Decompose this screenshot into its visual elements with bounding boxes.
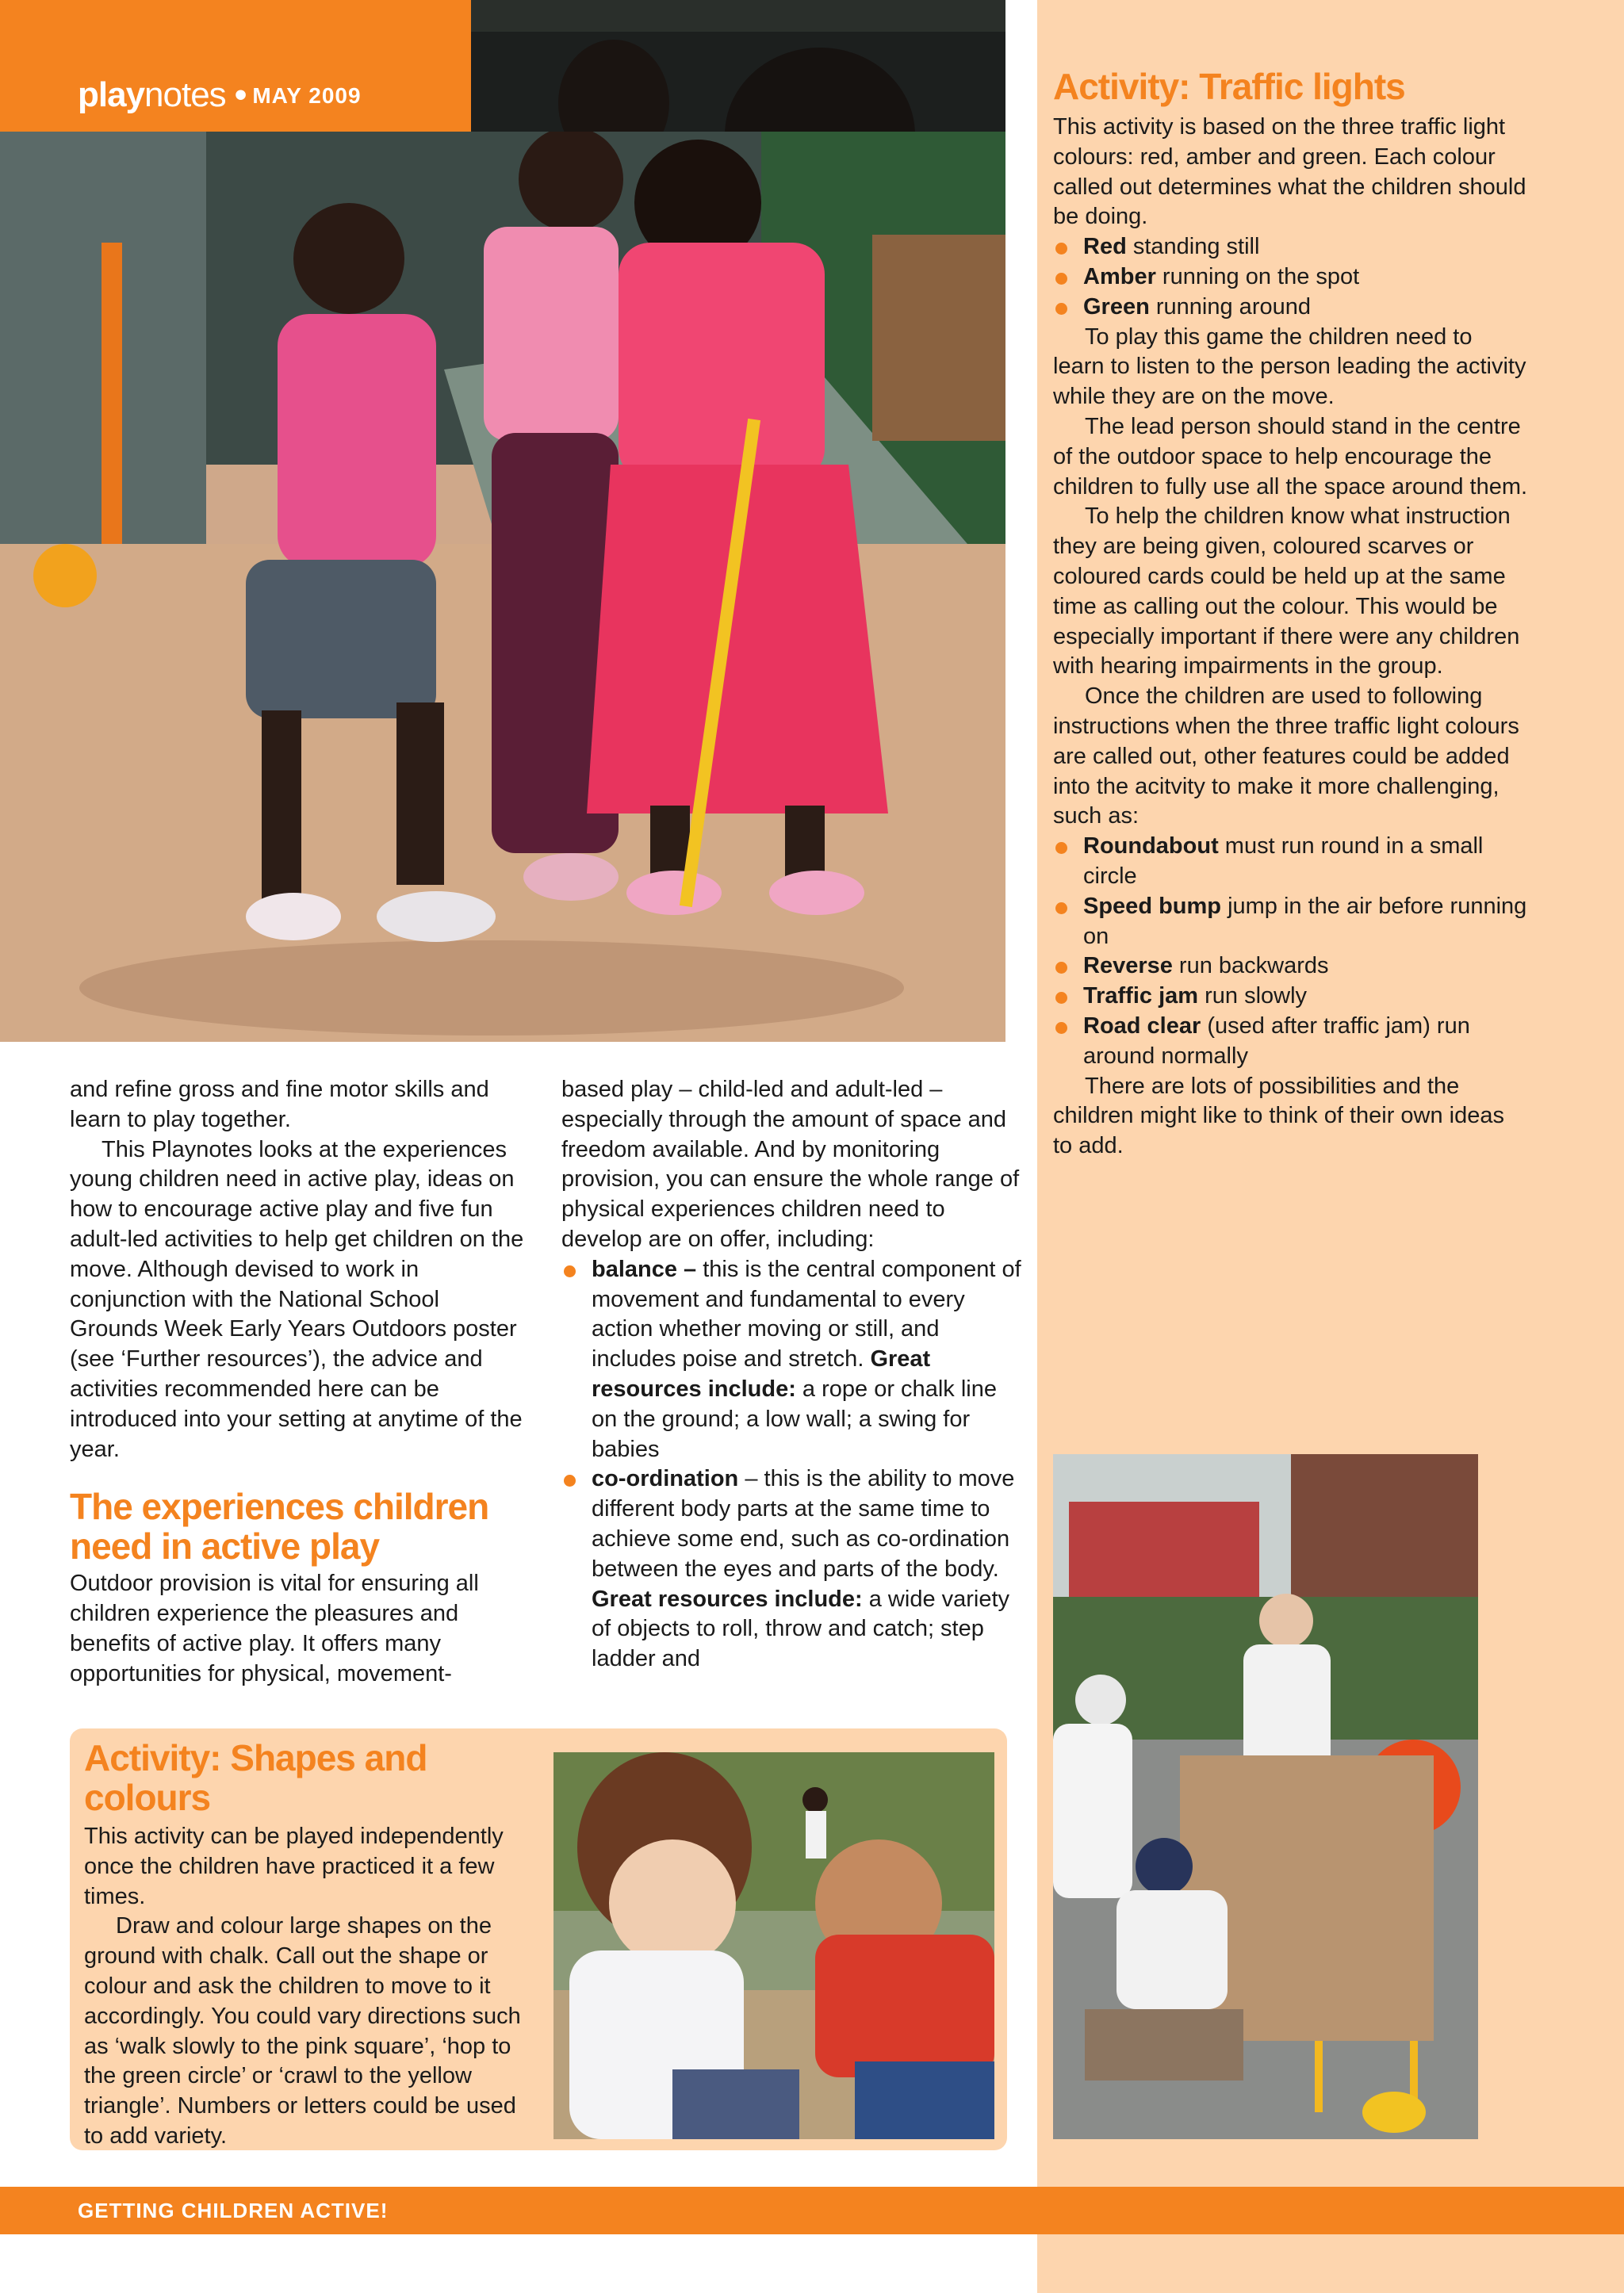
balance-term: balance – <box>592 1256 697 1282</box>
feature-item-reverse: Reverse run backwards <box>1053 951 1529 982</box>
feature-item-road-clear: Road clear (used after traffic jam) run around normally <box>1053 1012 1529 1072</box>
traffic-paragraph: To play this game the children need to learn to listen to the person leading the activity while they are on the move. <box>1053 323 1526 410</box>
traffic-paragraph: The lead person should stand in the centre of the outdoor space to help encourage the children to fully use all the space around them. <box>1053 413 1528 500</box>
brand-play: play <box>78 75 145 114</box>
colour-item-green: Green running around <box>1053 293 1529 323</box>
traffic-paragraph: Once the children are used to following instructions when the three traffic light colours are called out, other features could be added into the acitvity to make it more challenging, such as: <box>1053 683 1519 829</box>
shapes-activity-text <box>84 1738 536 2152</box>
children-walking-photo-top <box>471 0 1005 132</box>
play-paragraph: based play – child-led and adult-led – especially through the amount of space and freedom available. And by monitoring provision, you can ensure the whole range of physical experiences children need to develop are on offer, including: <box>561 1077 1020 1252</box>
footer-label: GETTING CHILDREN ACTIVE! <box>78 2199 389 2222</box>
coordination-list-item: co-ordination – this is the ability to move different body parts at the same time to achieve some end, such as co-ordination between the eyes and parts of the body. Great resources include: a wide variety of objects to roll, throw and catch; step ladder and <box>561 1464 1021 1675</box>
section-heading: The experiences children need in active play <box>70 1486 489 1568</box>
shapes-heading: Activity: Shapes and colours <box>84 1737 427 1818</box>
shapes-paragraph: Draw and colour large shapes on the ground with chalk. Call out the shape or colour and ask the children to move to it accordingly. You could vary directions such as ‘walk slowly to the pink square’, ‘hop to the green circle’ or ‘crawl to the yellow triangle’. Numbers or letters could be used to add variety. <box>84 1913 521 2149</box>
feature-item-roundabout: Roundabout must run round in a small circle <box>1053 832 1529 892</box>
feature-item-traffic-jam: Traffic jam run slowly <box>1053 982 1529 1012</box>
column-two <box>561 1075 1021 1675</box>
column-one <box>70 1075 530 1690</box>
traffic-lights-photo <box>1053 1454 1478 2139</box>
feature-item-speed-bump: Speed bump jump in the air before running on <box>1053 892 1529 952</box>
brand-logo <box>78 73 362 118</box>
brand-dot: • <box>234 75 247 114</box>
traffic-intro: This activity is based on the three traffic light colours: red, amber and green. Each colour called out determines what the children should be doing. <box>1053 114 1526 230</box>
colour-item-red: Red standing still <box>1053 232 1529 262</box>
outdoor-provision-paragraph: Outdoor provision is vital for ensuring all children experience the pleasures and benefits of active play. It offers many opportunities for physical, movement- <box>70 1571 479 1686</box>
children-walking-photo <box>0 132 1005 1042</box>
traffic-closing-paragraph: There are lots of possibilities and the children might like to think of their own ideas to add. <box>1053 1073 1505 1159</box>
overview-paragraph: This Playnotes looks at the experiences young children need in active play, ideas on how to encourage active play and five fun adult-led activities to help get children on the move. Although devised to work in conjunction with the National School Grounds Week Early Years Outdoors poster (see ‘Further resources’), the advice and activities recommended here can be introduced into your setting at anytime of the year. <box>70 1136 524 1462</box>
brand-notes: notes <box>144 75 226 114</box>
traffic-lights-activity <box>1053 67 1529 1162</box>
traffic-paragraph: To help the children know what instruction they are being given, coloured scarves or coloured cards could be held up at the same time as calling out the colour. This would be especially important if there were any children with hearing impairments in the group. <box>1053 503 1520 679</box>
intro-paragraph: and refine gross and fine motor skills and learn to play together. <box>70 1077 489 1132</box>
shapes-paragraph: This activity can be played independently once the children have practiced it a few times. <box>84 1824 504 1909</box>
traffic-lights-heading: Activity: Traffic lights <box>1053 66 1405 107</box>
children-crawling-photo <box>553 1752 994 2139</box>
colour-item-amber: Amber running on the spot <box>1053 262 1529 293</box>
coordination-term: co-ordination <box>592 1466 739 1492</box>
issue-date: MAY 2009 <box>252 83 362 108</box>
balance-list-item: balance – this is the central component of movement and fundamental to every action whether moving or still, and includes poise and stretch. Great resources include: a rope or chalk line on the ground; a low wall; a swing for babies <box>561 1255 1021 1465</box>
